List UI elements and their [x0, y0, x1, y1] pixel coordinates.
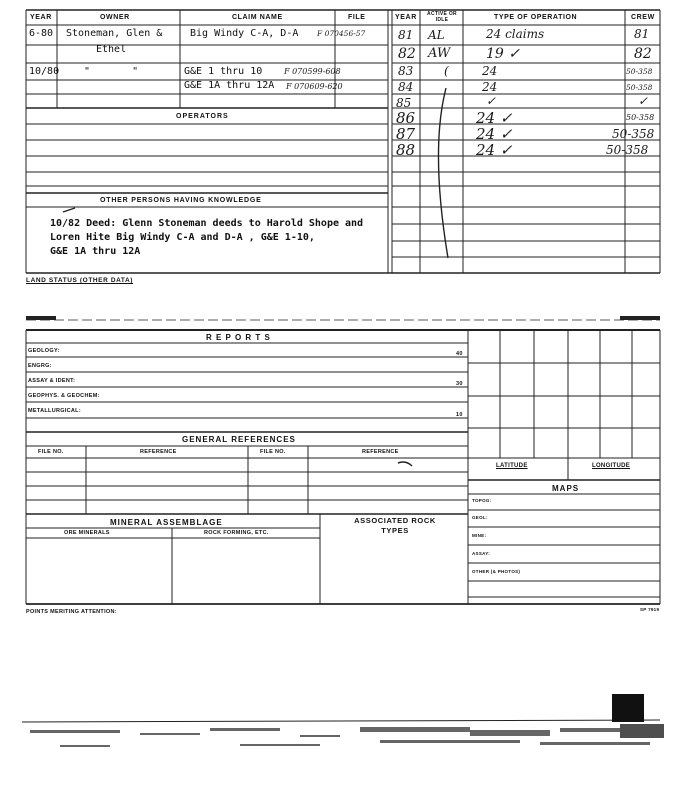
activity-row-6-crew: 50-358: [626, 113, 655, 122]
header-year: YEAR: [30, 14, 52, 21]
owner-row-3-file: F 070599-608: [284, 67, 341, 76]
activity-row-6-year: 86: [396, 109, 416, 127]
activity-row-2-crew: 82: [634, 46, 652, 62]
header-claim-name: CLAIM NAME: [232, 14, 283, 21]
other-persons-line-3: G&E 1A thru 12A: [50, 246, 141, 257]
activity-row-3-year: 83: [398, 64, 414, 78]
activity-row-7-operation: 24 ✓: [476, 125, 513, 143]
report-geology-label: GEOLOGY:: [28, 348, 60, 354]
maps-mine: MINE:: [472, 533, 487, 538]
report-engrg-label: ENGRG:: [28, 363, 52, 369]
report-assay-number: 30: [456, 381, 463, 387]
activity-row-3-status: (: [444, 64, 449, 78]
owner-row-4-file: F 070609-620: [286, 82, 343, 91]
points-meriting-label: POINTS MERITING ATTENTION:: [26, 609, 117, 615]
mineral-assemblage-title: MINERAL ASSEMBLAGE: [110, 518, 223, 527]
activity-row-1-crew: 81: [634, 27, 650, 41]
activity-row-5-operation: ✓: [486, 94, 497, 108]
owner-row-1-claim: Big Windy C-A, D-A: [190, 28, 299, 39]
activity-row-5-year: 85: [396, 96, 412, 110]
land-status-label: LAND STATUS (OTHER DATA): [26, 277, 134, 284]
maps-other: OTHER (& PHOTOS): [472, 569, 521, 574]
other-persons-line-1: 10/82 Deed: Glenn Stoneman deeds to Harold Shope and: [50, 218, 364, 229]
header-crew: CREW: [631, 14, 655, 21]
owner-row-1-file: F 070456-57: [317, 29, 366, 38]
activity-row-7-year: 87: [396, 125, 416, 143]
header-type-of-operation: TYPE OF OPERATION: [494, 14, 578, 21]
activity-row-2-year: 82: [398, 46, 416, 62]
report-geophys-label: GEOPHYS. & GEOCHEM:: [28, 393, 100, 399]
gr-reference-1: REFERENCE: [140, 449, 177, 455]
longitude-label: LONGITUDE: [592, 463, 631, 469]
owner-row-4-claim: G&E 1A thru 12A: [184, 80, 275, 91]
header-activity-year: YEAR: [395, 14, 417, 21]
activity-row-4-year: 84: [398, 80, 414, 94]
activity-row-1-status: AL: [428, 28, 445, 42]
activity-row-2-operation: 19 ✓: [486, 46, 520, 62]
activity-row-2-status: AW: [428, 46, 451, 61]
activity-row-1-operation: 24 claims: [486, 27, 545, 41]
other-persons-label: OTHER PERSONS HAVING KNOWLEDGE: [100, 197, 262, 204]
activity-row-5-crew: ✓: [638, 94, 649, 108]
activity-row-3-operation: 24: [482, 64, 498, 78]
header-owner: OWNER: [100, 14, 130, 21]
owner-row-1-year: 6-80: [29, 28, 54, 39]
ore-minerals-label: ORE MINERALS: [64, 530, 110, 536]
maps-topog: TOPOG:: [472, 498, 492, 503]
owner-row-3-claim: G&E 1 thru 10: [184, 66, 263, 77]
report-metallurgical-number: 10: [456, 412, 463, 418]
activity-row-1-year: 81: [398, 28, 414, 42]
latitude-label: LATITUDE: [496, 463, 528, 469]
operators-label: OPERATORS: [176, 113, 229, 120]
maps-assay: ASSAY:: [472, 551, 491, 556]
gr-file-no-1: FILE NO.: [38, 449, 64, 455]
owner-row-3-year: 10/80: [29, 66, 60, 77]
owner-row-1-owner: Stoneman, Glen &: [66, 28, 163, 39]
activity-row-7-crew: 50-358: [612, 127, 655, 141]
reports-title: R E P O R T S: [206, 333, 271, 342]
activity-row-8-crew: 50-358: [606, 143, 649, 157]
activity-row-3-crew: 50-358: [626, 67, 653, 76]
activity-row-8-year: 88: [396, 141, 416, 159]
report-assay-label: ASSAY & IDENT:: [28, 378, 76, 384]
report-geology-number: 40: [456, 351, 463, 357]
general-references-title: GENERAL REFERENCES: [182, 435, 296, 444]
maps-title: MAPS: [552, 484, 580, 493]
gr-reference-2: REFERENCE: [362, 449, 399, 455]
owner-row-3-owner: " ": [84, 66, 139, 77]
activity-row-8-operation: 24 ✓: [476, 141, 513, 159]
activity-row-4-crew: 50-358: [626, 83, 653, 92]
other-persons-line-2: Loren Hite Big Windy C-A and D-A , G&E 1-10,: [50, 232, 315, 243]
report-metallurgical-label: METALLURGICAL:: [28, 408, 81, 414]
rock-forming-label: ROCK FORMING, ETC.: [204, 530, 269, 536]
header-file: FILE: [348, 14, 366, 21]
maps-geol: GEOL:: [472, 515, 488, 520]
associated-rock-types-label: ASSOCIATED ROCK TYPES: [354, 516, 436, 535]
activity-row-4-operation: 24: [482, 80, 498, 94]
owner-row-2-owner: Ethel: [96, 44, 127, 55]
header-active-idle: ACTIVE OR IDLE: [427, 11, 457, 23]
form-code: SP 7919: [640, 607, 660, 612]
gr-file-no-2: FILE NO.: [260, 449, 286, 455]
activity-row-6-operation: 24 ✓: [476, 109, 513, 127]
